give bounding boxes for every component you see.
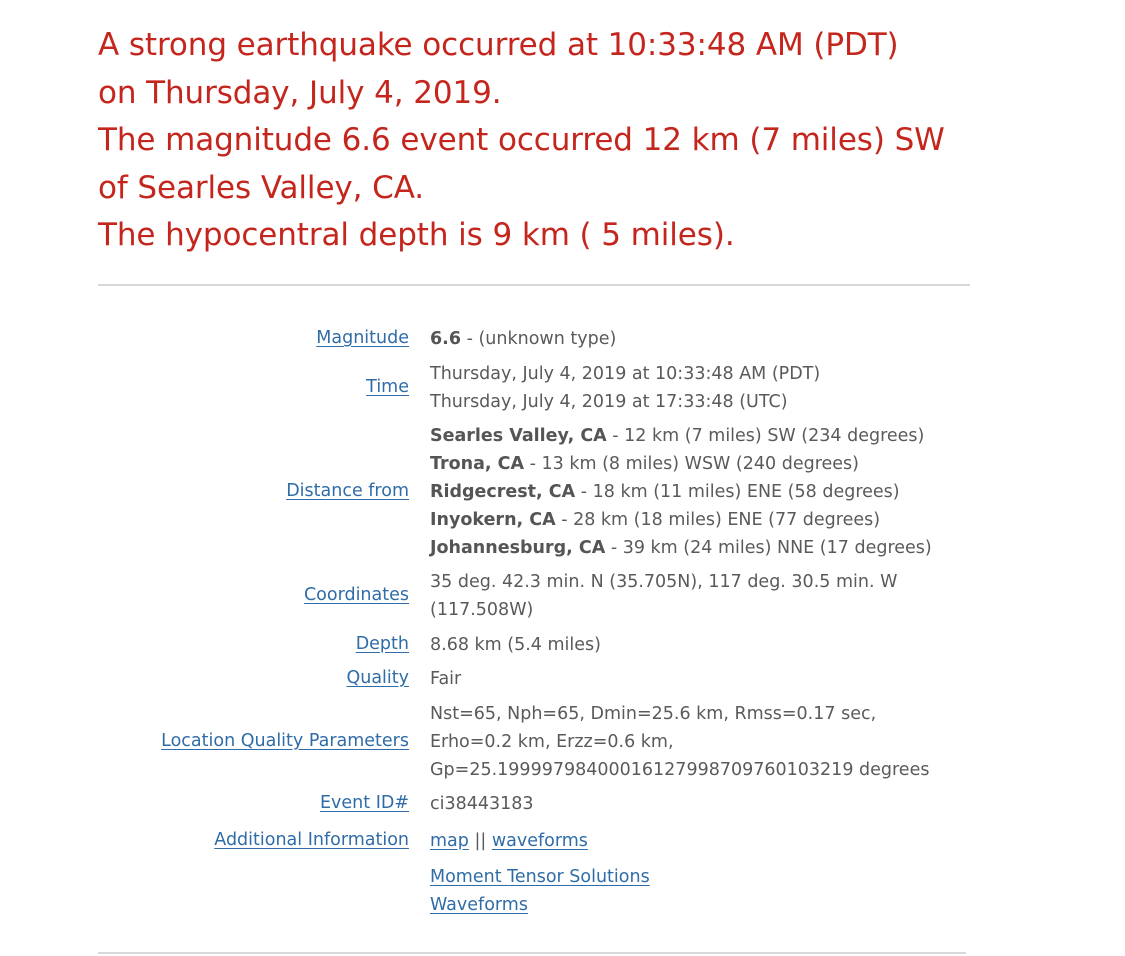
- coordinates-line-2: (117.508W): [430, 600, 534, 620]
- distance-item: [430, 478, 932, 506]
- coordinates-value: [430, 568, 897, 624]
- place-name: Inyokern, CA: [430, 510, 556, 530]
- additional-info-link[interactable]: Additional Information: [214, 830, 409, 850]
- coordinates-line-1: 35 deg. 42.3 min. N (35.705N), 117 deg. 30.5 min. W: [430, 572, 898, 592]
- coordinates-link[interactable]: Coordinates: [303, 585, 409, 605]
- time-local: Thursday, July 4, 2019 at 10:33:48 AM (PDT): [430, 364, 821, 384]
- distance-list: [430, 422, 932, 562]
- magnitude-type: - (unknown type): [461, 329, 617, 349]
- location-quality-line-2: Erho=0.2 km, Erzz=0.6 km,: [430, 732, 674, 752]
- place-distance: - 39 km (24 miles) NNE (17 degrees): [605, 538, 932, 558]
- time-utc: Thursday, July 4, 2019 at 17:33:48 (UTC): [430, 392, 788, 412]
- distance-item: [430, 450, 932, 478]
- bottom-divider: [98, 952, 966, 954]
- link-separator: ||: [468, 831, 492, 851]
- spacer: [430, 855, 650, 863]
- place-distance: - 18 km (11 miles) ENE (58 degrees): [575, 482, 900, 502]
- quality-value: Fair: [430, 669, 462, 689]
- headline-line-5: The hypocentral depth is 9 km ( 5 miles).: [98, 217, 735, 253]
- location-quality-line-3: Gp=25.19999798400016127998709760103219 degrees: [430, 760, 930, 780]
- location-quality-link[interactable]: Location Quality Parameters: [161, 731, 409, 751]
- additional-info-links: [430, 827, 650, 919]
- place-name: Searles Valley, CA: [430, 426, 607, 446]
- depth-value: 8.68 km (5.4 miles): [430, 635, 601, 655]
- headline-line-1: A strong earthquake occurred at 10:33:48 AM (PDT): [98, 27, 899, 63]
- magnitude-link[interactable]: Magnitude: [316, 328, 409, 348]
- headline-line-4: of Searles Valley, CA.: [98, 169, 425, 206]
- event-id-link[interactable]: Event ID#: [320, 793, 409, 813]
- waveforms-link[interactable]: waveforms: [491, 831, 588, 851]
- place-name: Ridgecrest, CA: [430, 482, 576, 502]
- place-name: Trona, CA: [430, 454, 525, 474]
- event-headline: [98, 22, 1058, 260]
- quality-link[interactable]: Quality: [346, 668, 409, 688]
- time-link[interactable]: Time: [366, 377, 409, 397]
- time-value: [430, 360, 820, 416]
- place-distance: - 12 km (7 miles) SW (234 degrees): [606, 426, 925, 446]
- distance-item: [430, 534, 932, 562]
- location-quality-value: [430, 700, 929, 784]
- event-id-value: ci38443183: [430, 794, 534, 814]
- moment-tensor-link[interactable]: Moment Tensor Solutions: [430, 867, 650, 887]
- location-quality-line-1: Nst=65, Nph=65, Dmin=25.6 km, Rmss=0.17 sec,: [430, 704, 877, 724]
- distance-item: [430, 506, 932, 534]
- top-divider: [98, 284, 970, 286]
- waveforms-page-link[interactable]: Waveforms: [430, 895, 528, 915]
- map-link[interactable]: map: [430, 831, 469, 851]
- place-distance: - 28 km (18 miles) ENE (77 degrees): [555, 510, 881, 530]
- map-waveforms-line: [430, 827, 650, 855]
- headline-line-3: The magnitude 6.6 event occurred 12 km (7 miles) SW: [98, 122, 945, 158]
- depth-link[interactable]: Depth: [355, 634, 409, 654]
- magnitude-number: 6.6: [430, 329, 462, 349]
- distance-from-link[interactable]: Distance from: [286, 481, 409, 501]
- place-name: Johannesburg, CA: [430, 538, 606, 558]
- distance-item: [430, 422, 932, 450]
- place-distance: - 13 km (8 miles) WSW (240 degrees): [524, 454, 859, 474]
- headline-line-2: on Thursday, July 4, 2019.: [98, 74, 502, 111]
- magnitude-value: [430, 325, 616, 353]
